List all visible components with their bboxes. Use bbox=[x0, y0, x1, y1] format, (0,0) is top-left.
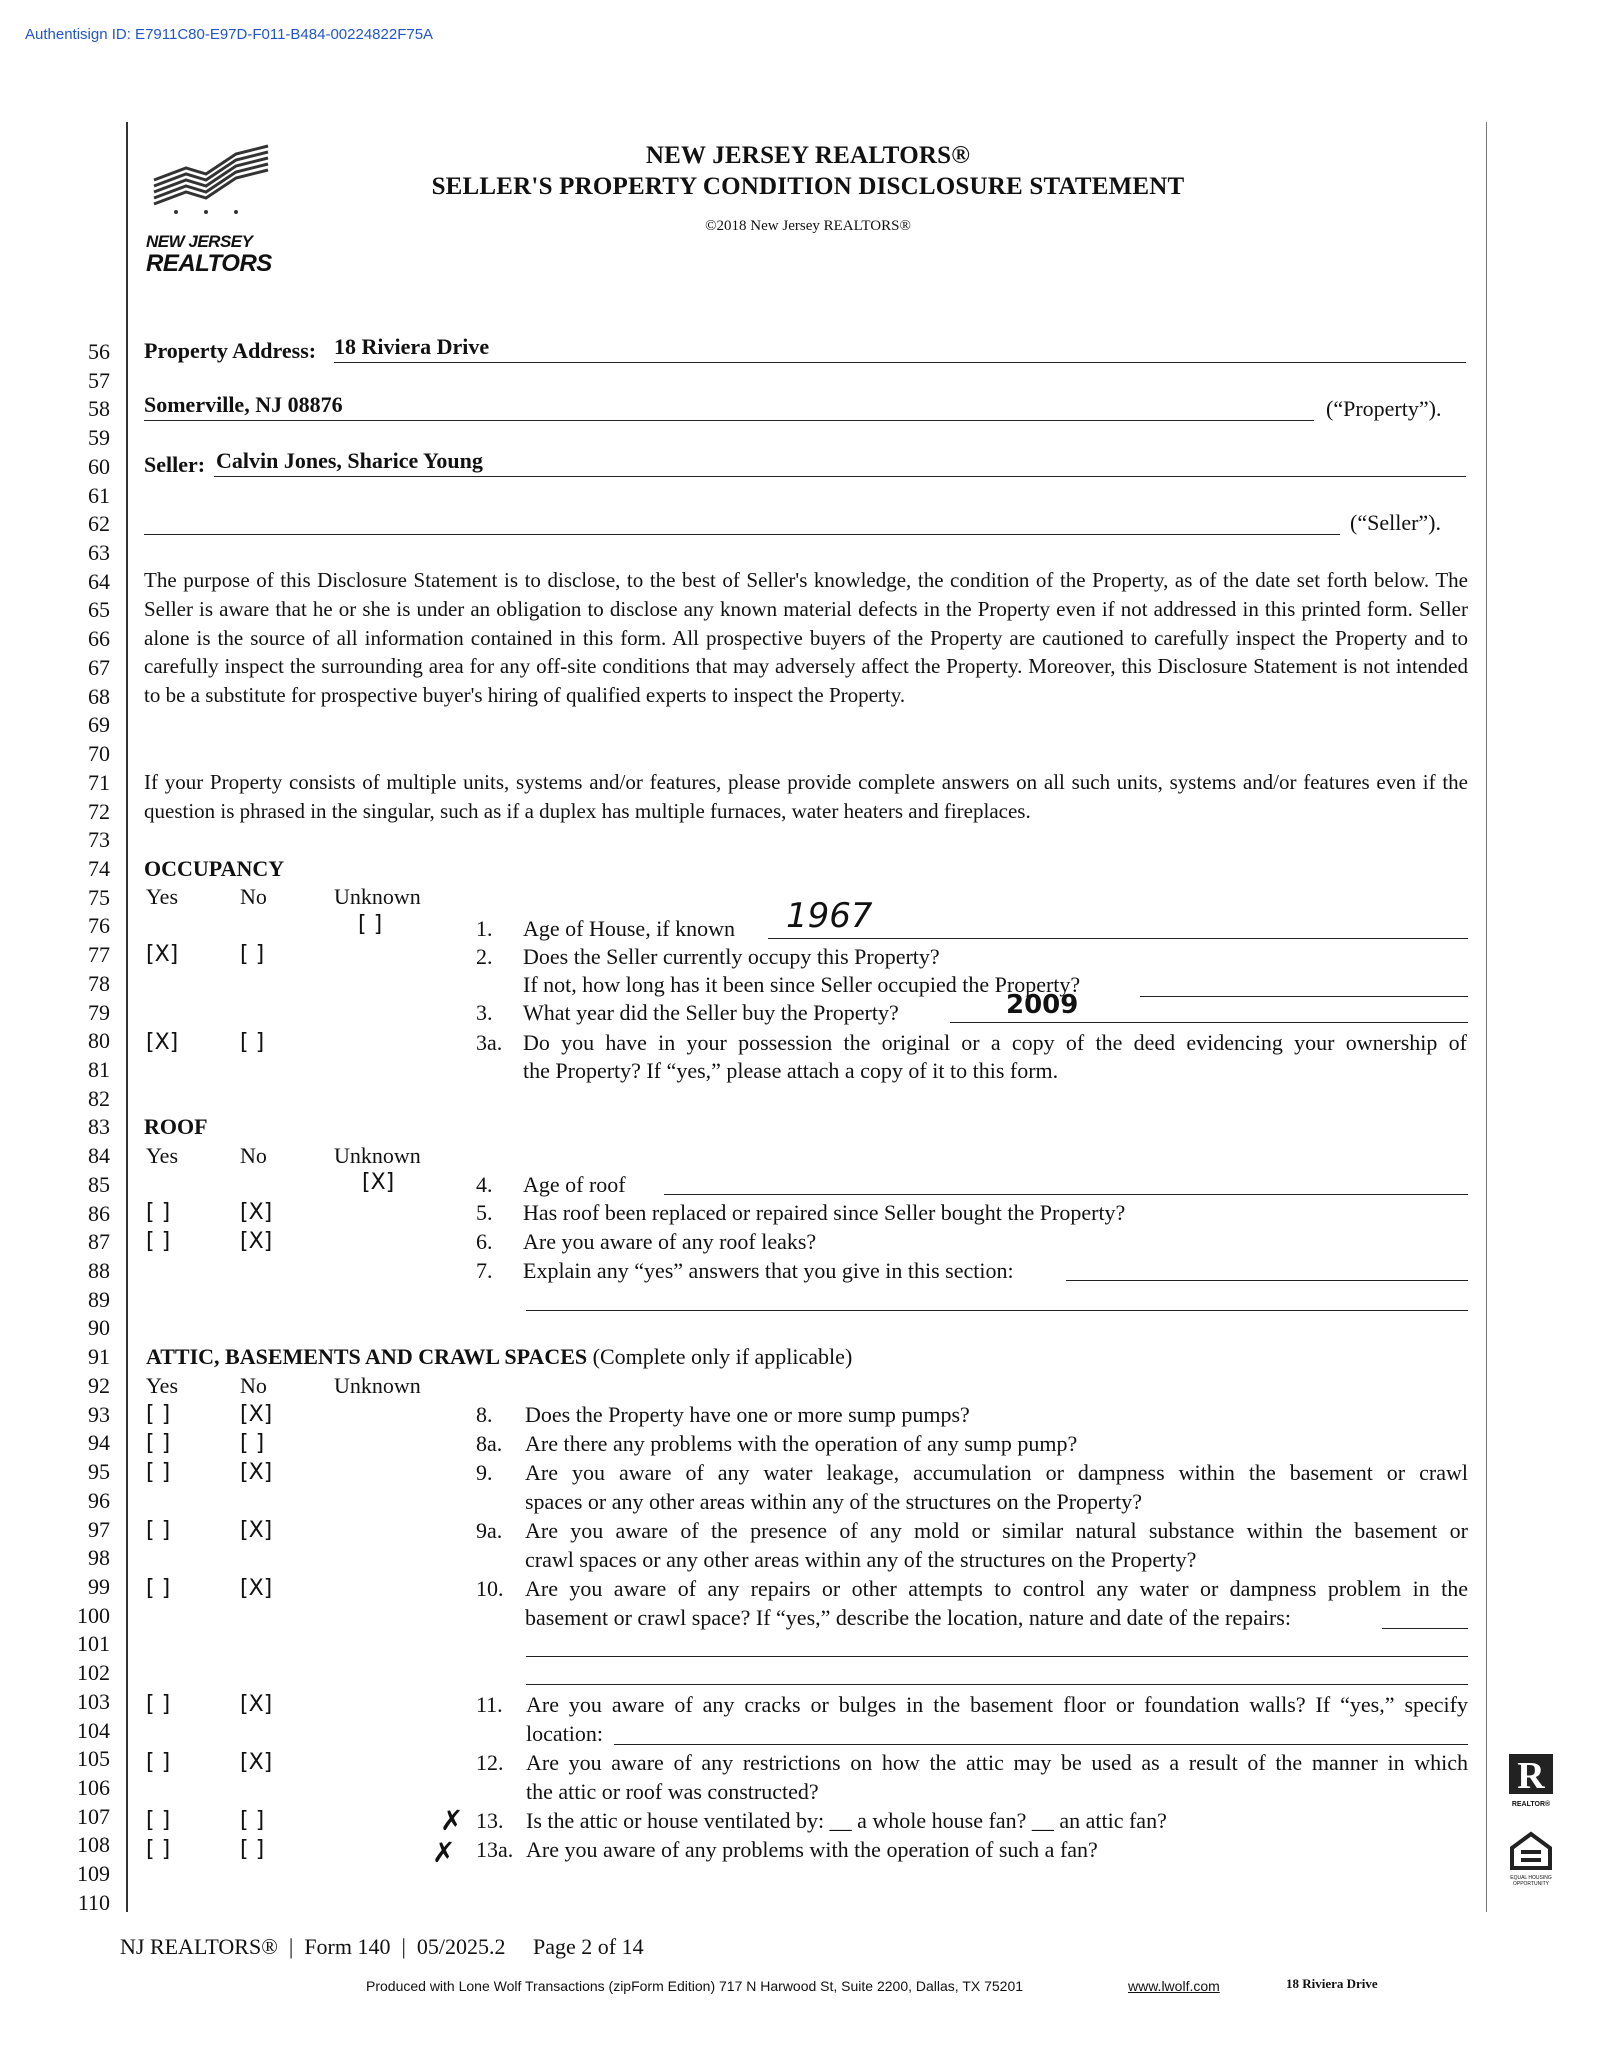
seller-underline2 bbox=[144, 534, 1340, 535]
line-number: 80 bbox=[88, 1028, 110, 1054]
line-number: 73 bbox=[88, 827, 110, 853]
purpose-paragraph: The purpose of this Disclosure Statement is to disclose, to the best of Seller's knowledge, the condition of the Property, as of the date set forth below. The Seller is aware that he or she is under an obligation to disclose any known material defects in the Property even if not addressed in this printed form. Seller alone is the source of all information contained in this form. All prospective buyers of the Property are cautioned to carefully inspect the Property and to carefully inspect the surrounding area for any off-site conditions that may adversely affect the Property. Moreover, this Disclosure Statement is not intended to be a substitute for prospective buyer's hiring of qualified experts to inspect the Property. bbox=[144, 568, 1468, 708]
line-number: 107 bbox=[77, 1803, 110, 1829]
line-number: 91 bbox=[88, 1344, 110, 1370]
q2b-text: If not, how long has it been since Seller occupied the Property? bbox=[523, 972, 1081, 997]
left-margin-line bbox=[126, 122, 128, 1912]
q10-no-box[interactable]: [X] bbox=[240, 1576, 273, 1601]
q4-num: 4. bbox=[476, 1172, 493, 1197]
line-number: 68 bbox=[88, 683, 110, 709]
section-occupancy: OCCUPANCY bbox=[144, 856, 285, 881]
line-number: 109 bbox=[77, 1861, 110, 1887]
q3a-yes-box[interactable]: [X] bbox=[146, 1030, 179, 1055]
address-value: 18 Riviera Drive bbox=[334, 334, 490, 359]
q3a-no-box[interactable]: [ ] bbox=[240, 1030, 265, 1055]
line-number: 105 bbox=[77, 1746, 110, 1772]
line-number: 59 bbox=[88, 425, 110, 451]
line-number: 102 bbox=[77, 1660, 110, 1686]
q2-yes-box[interactable]: [X] bbox=[146, 942, 179, 967]
q1-answer[interactable]: 1967 bbox=[786, 896, 873, 936]
line-number: 74 bbox=[88, 855, 110, 881]
equal-housing-icon bbox=[1508, 1830, 1554, 1870]
line-number: 58 bbox=[88, 396, 110, 422]
seller-suffix: (“Seller”). bbox=[1350, 510, 1441, 535]
q6-no-box[interactable]: [X] bbox=[240, 1229, 273, 1254]
footer-address: 18 Riviera Drive bbox=[1286, 1976, 1378, 1991]
line-number: 61 bbox=[88, 482, 110, 508]
q8a-text: Are there any problems with the operation of any sump pump? bbox=[525, 1431, 1078, 1456]
q9a-text2: crawl spaces or any other areas within any of the structures on the Property? bbox=[525, 1547, 1197, 1572]
footer-url[interactable]: www.lwolf.com bbox=[1128, 1978, 1220, 1994]
q9a-yes-box[interactable]: [ ] bbox=[146, 1518, 171, 1543]
line-number: 62 bbox=[88, 511, 110, 537]
seller-underline bbox=[214, 476, 1466, 477]
roof-col-unknown: Unknown bbox=[334, 1143, 421, 1168]
line-number: 65 bbox=[88, 597, 110, 623]
q13a-no-box[interactable]: [ ] bbox=[240, 1837, 265, 1862]
q1-num: 1. bbox=[476, 916, 493, 941]
q7-text: Explain any “yes” answers that you give in this section: bbox=[523, 1258, 1014, 1283]
logo-line2: REALTORS bbox=[146, 250, 272, 277]
line-number: 87 bbox=[88, 1229, 110, 1255]
line-number: 99 bbox=[88, 1573, 110, 1599]
line-number: 95 bbox=[88, 1459, 110, 1485]
line-number: 79 bbox=[88, 999, 110, 1025]
line-number: 66 bbox=[88, 626, 110, 652]
line-number: 78 bbox=[88, 970, 110, 996]
q5-num: 5. bbox=[476, 1200, 493, 1225]
line-number: 98 bbox=[88, 1545, 110, 1571]
q5-yes-box[interactable]: [ ] bbox=[146, 1200, 171, 1225]
q4-text: Age of roof bbox=[523, 1172, 626, 1197]
q3a-text: Do you have in your possession the original or a copy of the deed evidencing your ownership of bbox=[523, 1030, 1467, 1055]
attic-col-no: No bbox=[240, 1373, 267, 1398]
line-number: 70 bbox=[88, 741, 110, 767]
q3-num: 3. bbox=[476, 1000, 493, 1025]
address-underline bbox=[334, 362, 1466, 363]
roof-col-no: No bbox=[240, 1143, 267, 1168]
q2-no-box[interactable]: [ ] bbox=[240, 942, 265, 967]
q11-underline bbox=[614, 1744, 1468, 1745]
q13a-num: 13a. bbox=[476, 1837, 514, 1862]
roof-col-yes: Yes bbox=[146, 1143, 179, 1168]
q13a-text: Are you aware of any problems with the operation of such a fan? bbox=[526, 1837, 1098, 1862]
q9a-num: 9a. bbox=[476, 1518, 503, 1543]
q10-text: Are you aware of any repairs or other attempts to control any water or dampness problem in the bbox=[525, 1576, 1468, 1601]
realtor-logo bbox=[1506, 1752, 1556, 1808]
q12-no-box[interactable]: [X] bbox=[240, 1750, 273, 1775]
multiple-units-paragraph: If your Property consists of multiple units, systems and/or features, please provide complete answers on all such units, systems and/or features even if the question is phrased in the singular, such as if a duplex has multiple furnaces, water heaters and fireplaces. bbox=[144, 770, 1468, 823]
q2-text: Does the Seller currently occupy this Property? bbox=[523, 944, 940, 969]
q7-num: 7. bbox=[476, 1258, 493, 1283]
q3a-num: 3a. bbox=[476, 1030, 503, 1055]
q1-unknown-box[interactable]: [ ] bbox=[358, 912, 383, 937]
q10-underline bbox=[1382, 1628, 1468, 1629]
property-suffix: (“Property”). bbox=[1326, 396, 1442, 421]
q8a-num: 8a. bbox=[476, 1431, 503, 1456]
q11-yes-box[interactable]: [ ] bbox=[146, 1692, 171, 1717]
line-number: 97 bbox=[88, 1516, 110, 1542]
line-number: 56 bbox=[88, 339, 110, 364]
right-margin-line bbox=[1486, 122, 1487, 1912]
line-number: 77 bbox=[88, 942, 110, 968]
line-number: 63 bbox=[88, 540, 110, 566]
line-number: 89 bbox=[88, 1286, 110, 1312]
line-number: 88 bbox=[88, 1258, 110, 1284]
q9-text2: spaces or any other areas within any of the structures on the Property? bbox=[525, 1489, 1143, 1514]
line-number: 81 bbox=[88, 1057, 110, 1082]
q9a-no-box[interactable]: [X] bbox=[240, 1518, 273, 1543]
line-number: 106 bbox=[77, 1775, 110, 1800]
q12-num: 12. bbox=[476, 1750, 504, 1775]
q13a-mark: ✗ bbox=[432, 1836, 456, 1869]
attic-col-unknown: Unknown bbox=[334, 1373, 421, 1398]
section-attic-note: (Complete only if applicable) bbox=[592, 1344, 853, 1369]
q6-text: Are you aware of any roof leaks? bbox=[523, 1229, 817, 1254]
col-no: No bbox=[240, 884, 267, 909]
line-number: 60 bbox=[88, 453, 110, 479]
q7-underline2 bbox=[526, 1310, 1468, 1311]
logo-line1: NEW JERSEY bbox=[146, 232, 253, 251]
q8a-no-box[interactable]: [ ] bbox=[240, 1431, 265, 1456]
q13-text: Is the attic or house ventilated by: __ a whole house fan? __ an attic fan? bbox=[526, 1808, 1167, 1833]
line-number: 92 bbox=[88, 1372, 110, 1398]
line-number: 110 bbox=[77, 1889, 110, 1915]
line-number: 72 bbox=[88, 798, 110, 824]
line-number: 93 bbox=[88, 1401, 110, 1427]
copyright: ©2018 New Jersey REALTORS® bbox=[705, 218, 911, 234]
equal-housing-text: EQUAL HOUSING OPPORTUNITY bbox=[1510, 1875, 1552, 1887]
q8-no-box[interactable]: [X] bbox=[240, 1402, 273, 1427]
line-number: 103 bbox=[77, 1688, 110, 1714]
q12-yes-box[interactable]: [ ] bbox=[146, 1750, 171, 1775]
q8a-yes-box[interactable]: [ ] bbox=[146, 1431, 171, 1456]
equal-housing-logo bbox=[1504, 1830, 1558, 1887]
q11-num: 11. bbox=[476, 1692, 503, 1717]
section-attic bbox=[146, 1344, 852, 1370]
line-number: 82 bbox=[88, 1085, 110, 1111]
line-number: 83 bbox=[88, 1114, 110, 1140]
address-label: Property Address: bbox=[144, 338, 317, 363]
q9-text: Are you aware of any water leakage, accumulation or dampness within the basement or crawl bbox=[525, 1460, 1468, 1485]
line-number: 94 bbox=[88, 1430, 110, 1456]
seller-value: Calvin Jones, Sharice Young bbox=[216, 448, 483, 473]
city-underline bbox=[144, 420, 1314, 421]
city-value: Somerville, NJ 08876 bbox=[144, 392, 343, 417]
nj-realtors-logo bbox=[146, 142, 286, 277]
line-number: 100 bbox=[77, 1602, 110, 1628]
q13-no-box[interactable]: [ ] bbox=[240, 1808, 265, 1833]
q6-yes-box[interactable]: [ ] bbox=[146, 1229, 171, 1254]
q13-yes-box[interactable]: [ ] bbox=[146, 1808, 171, 1833]
line-number: 71 bbox=[88, 769, 110, 795]
q1-underline bbox=[768, 938, 1468, 939]
q6-num: 6. bbox=[476, 1229, 493, 1254]
q9-yes-box[interactable]: [ ] bbox=[146, 1460, 171, 1485]
authentisign-id: Authentisign ID: E7911C80-E97D-F011-B484-00224822F75A bbox=[25, 26, 434, 43]
q10-underline2 bbox=[526, 1656, 1468, 1657]
q13a-yes-box[interactable]: [ ] bbox=[146, 1837, 171, 1862]
line-number: 101 bbox=[77, 1631, 110, 1657]
q9-no-box[interactable]: [X] bbox=[240, 1460, 273, 1485]
q3a-text2: the Property? If “yes,” please attach a copy of it to this form. bbox=[523, 1058, 1059, 1083]
section-roof: ROOF bbox=[144, 1114, 208, 1139]
q10-underline3 bbox=[526, 1684, 1468, 1685]
line-number: 96 bbox=[88, 1487, 110, 1513]
q3-underline bbox=[950, 1022, 1468, 1023]
q11-text2: location: bbox=[526, 1721, 603, 1746]
seller-label: Seller: bbox=[144, 452, 206, 477]
line-number: 64 bbox=[88, 568, 110, 594]
header-title1: NEW JERSEY REALTORS® bbox=[645, 142, 971, 169]
header-title2: SELLER'S PROPERTY CONDITION DISCLOSURE STATEMENT bbox=[431, 173, 1185, 200]
line-number: 69 bbox=[88, 712, 110, 738]
q12-text2: the attic or roof was constructed? bbox=[526, 1779, 819, 1804]
line-number: 86 bbox=[88, 1200, 110, 1226]
line-number: 67 bbox=[88, 654, 110, 680]
q7-underline bbox=[1066, 1280, 1468, 1281]
q10-text2: basement or crawl space? If “yes,” describe the location, nature and date of the repairs: bbox=[525, 1605, 1291, 1630]
realtor-logo-text: REALTOR® bbox=[1511, 1801, 1551, 1808]
q2-num: 2. bbox=[476, 944, 493, 969]
q10-yes-box[interactable]: [ ] bbox=[146, 1576, 171, 1601]
q8-num: 8. bbox=[476, 1402, 493, 1427]
q4-underline bbox=[664, 1194, 1468, 1195]
footer-form: NJ REALTORS® | Form 140 | 05/2025.2 Page 2 of 14 bbox=[120, 1934, 644, 1959]
line-number: 108 bbox=[77, 1832, 110, 1858]
q9-num: 9. bbox=[476, 1460, 493, 1485]
line-number: 90 bbox=[88, 1315, 110, 1341]
realtor-r-icon bbox=[1506, 1752, 1556, 1796]
q11-no-box[interactable]: [X] bbox=[240, 1692, 273, 1717]
q5-text: Has roof been replaced or repaired since Seller bought the Property? bbox=[523, 1200, 1126, 1225]
line-number: 104 bbox=[77, 1717, 110, 1743]
q8-yes-box[interactable]: [ ] bbox=[146, 1402, 171, 1427]
q4-unknown-box[interactable]: [X] bbox=[362, 1170, 395, 1195]
q13-mark: ✗ bbox=[440, 1804, 464, 1837]
q1-text: Age of House, if known bbox=[523, 916, 736, 941]
line-number: 76 bbox=[88, 913, 110, 939]
col-yes: Yes bbox=[146, 884, 179, 909]
buildings-icon bbox=[146, 142, 276, 222]
line-number: 75 bbox=[88, 884, 110, 910]
q8-text: Does the Property have one or more sump pumps? bbox=[525, 1402, 970, 1427]
attic-col-yes: Yes bbox=[146, 1373, 179, 1398]
q2b-underline bbox=[1140, 996, 1468, 997]
q13-num: 13. bbox=[476, 1808, 504, 1833]
svg-text:R: R bbox=[1517, 1755, 1545, 1796]
q11-text: Are you aware of any cracks or bulges in the basement floor or foundation walls? If “yes,” specify bbox=[526, 1692, 1468, 1717]
footer-produced: Produced with Lone Wolf Transactions (zipForm Edition) 717 N Harwood St, Suite 2200, Dallas, TX 75201 bbox=[366, 1978, 1024, 1994]
section-attic-title: ATTIC, BASEMENTS AND CRAWL SPACES bbox=[146, 1344, 588, 1369]
line-number: 57 bbox=[88, 367, 110, 393]
q3-answer[interactable]: 2009 bbox=[1006, 990, 1079, 1020]
q5-no-box[interactable]: [X] bbox=[240, 1200, 273, 1225]
q12-text: Are you aware of any restrictions on how the attic may be used as a result of the manner in which bbox=[526, 1750, 1468, 1775]
line-number: 85 bbox=[88, 1171, 110, 1197]
q3-text: What year did the Seller buy the Property? bbox=[523, 1000, 899, 1025]
q10-num: 10. bbox=[476, 1576, 504, 1601]
line-number: 84 bbox=[88, 1143, 110, 1169]
q9a-text: Are you aware of the presence of any mold or similar natural substance within the basement or bbox=[525, 1518, 1468, 1543]
col-unknown: Unknown bbox=[334, 884, 421, 909]
